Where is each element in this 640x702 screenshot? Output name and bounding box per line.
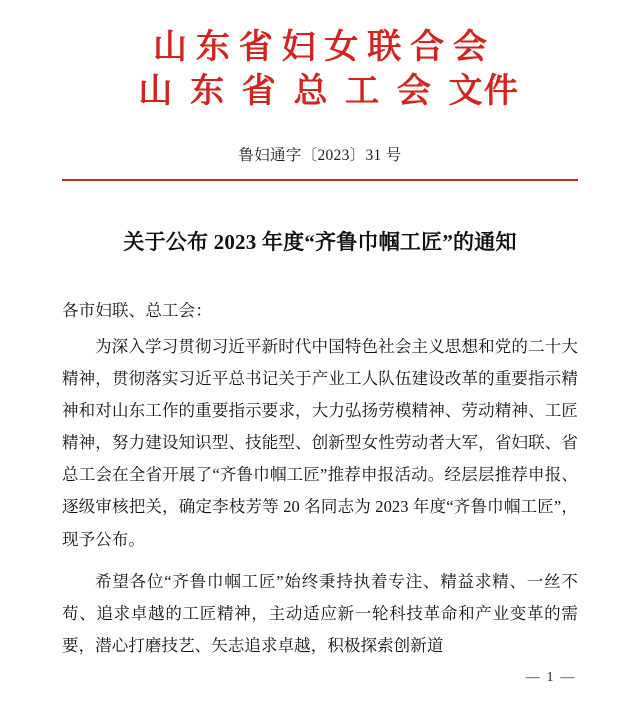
- page-number: — 1 —: [525, 670, 576, 685]
- masthead-line-1: 山东省妇女联合会: [153, 29, 496, 66]
- masthead-wenjian: 文件: [448, 72, 520, 110]
- page-title: 关于公布 2023 年度“齐鲁巾帼工匠”的通知: [123, 230, 517, 255]
- salutation: 各市妇联、总工会：: [62, 300, 212, 320]
- body-paragraph-1: 为深入学习贯彻习近平新时代中国特色社会主义思想和党的二十大精神，贯彻落实习近平总书记关于产业工人队伍建设改革的重要指示精神和对山东工作的重要指示要求，大力弘扬劳模精神、劳动精神、工匠精神，努力建设知识型、技能型、创新型女性劳动者大军，省妇联、省总工会在全省开展了“齐鲁巾帼工匠”推荐申报活动。经层层推荐申报、逐级审核把关，确定李枝芳等 20 名同志为 2023 年度“齐鲁巾帼工匠”，现予公布。: [62, 336, 578, 549]
- masthead: [62, 0, 578, 113]
- red-divider-rule: [62, 179, 578, 181]
- body-paragraph-2: 希望各位“齐鲁巾帼工匠”始终秉持执着专注、精益求精、一丝不苟、追求卓越的工匠精神，主动适应新一轮科技革命和产业变革的需要，潜心打磨技艺、矢志追求卓越，积极探索创新道: [62, 571, 578, 656]
- masthead-line-2: [62, 70, 578, 114]
- document-number: 鲁妇通字〔2023〕31 号: [238, 147, 402, 165]
- masthead-line-2-main: 山东省总工会: [138, 72, 449, 110]
